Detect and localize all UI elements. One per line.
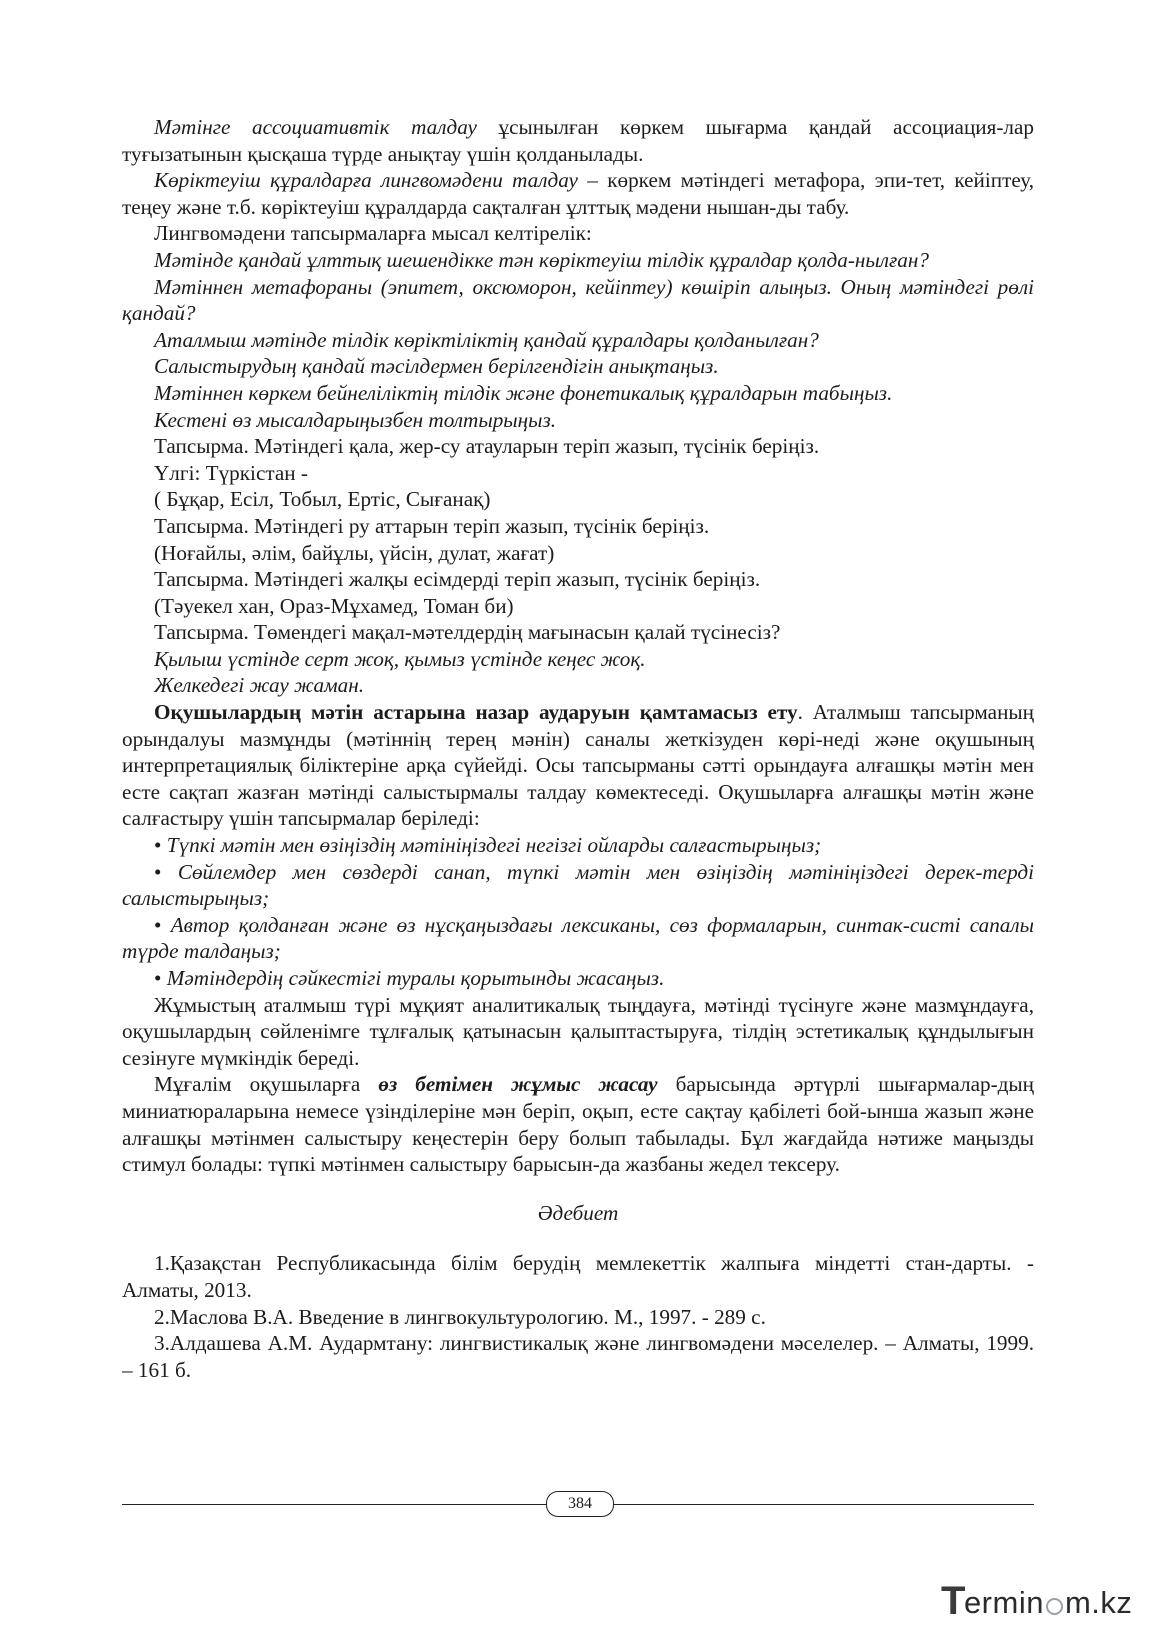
watermark-t: T xyxy=(941,1578,966,1623)
text-run: Жұмыстың аталмыш түрі мұқият аналитикалық тыңдауға, мәтінді түсінуге және мазмұндауға, оқушылардың сөйленімге тұлғалық қатынасын қалыптастыруға, тілдің эстетикалық құндылығын сезінуге мүмкіндік береді. xyxy=(122,992,1034,1070)
text-run: Салыстырудың қандай тәсілдермен берілгендігін анықтаңыз. xyxy=(154,354,719,379)
termincom-watermark-logo xyxy=(941,1578,1133,1624)
body-paragraph xyxy=(122,646,1034,673)
body-paragraph xyxy=(122,380,1034,407)
text-run: Кестені өз мысалдарыңызбен толтырыңыз. xyxy=(154,407,557,432)
body-paragraph xyxy=(122,220,1034,247)
text-run: барысында әртүрлі шығармалар-дың миниатюраларына немесе үзінділеріне мән беріп, оқып, есте сақтау қабілеті бой-ынша жазып және алғашқы мәтінмен салыстыру кеңестерін беру болып табылады. Бұл жағдайда нәтиже маңызды стимул болады: түпкі мәтінмен салыстыру барысын-да жазбаны жедел тексеру. xyxy=(122,1072,1034,1177)
body-paragraph xyxy=(122,274,1034,327)
text-run: • xyxy=(154,966,167,990)
page-number: 384 xyxy=(546,1491,614,1517)
text-run: Мәтінде қандай ұлттық шешендікке тән көріктеуіш тілдік құралдар қолда-нылған? xyxy=(154,247,929,272)
text-run: Түпкі мәтін мен өзіңіздің мәтініңіздегі негізгі ойларды салғастырыңыз; xyxy=(166,833,822,858)
body-paragraph xyxy=(122,672,1034,699)
text-run: ұсынылған көркем шығарма қандай ассоциация-лар туғызатынын қысқаша түрде анықтау үшін қолданылады. xyxy=(122,115,1034,166)
body-paragraph xyxy=(122,912,1034,965)
text-run: Тапсырма. Мәтіндегі қала, жер-су атауларын теріп жазып, түсінік беріңіз. xyxy=(154,434,820,459)
text-run: Лингвомәдени тапсырмаларға мысал келтірелік: xyxy=(154,221,592,246)
body-paragraph xyxy=(122,540,1034,567)
text-run: Тапсырма. Төмендегі мақал-мәтелдердің мағынасын қалай түсінесіз? xyxy=(154,620,781,645)
body-paragraph xyxy=(122,992,1034,1072)
text-run: (Ноғайлы, әлім, байұлы, үйсін, дулат, жағат) xyxy=(154,540,555,565)
watermark-circle-icon xyxy=(1046,1598,1063,1615)
reference-item: 3.Алдашева А.М. Аудармтану: лингвистикалық және лингвомәдени мәселелер. – Алматы, 1999. – 161 б. xyxy=(122,1331,1034,1382)
text-run: – көркем мәтіндегі метафора, эпи-тет, кейіптеу, теңеу және т.б. көріктеуіш құралдарда сақталған ұлттық мәдени нышан-ды табу. xyxy=(122,168,1035,219)
watermark-text-left: ermin xyxy=(963,1585,1044,1620)
text-run: Көріктеуіш құралдарға лингвомәдени талдау xyxy=(154,168,578,193)
reference-item: 1.Қазақстан Республикасында білім берудің мемлекеттік жалпыға міндетті стан-дарты. - Алматы, 2013. xyxy=(122,1251,1034,1302)
text-run: Мәтіндердің сәйкестігі туралы қорытынды жасаңыз. xyxy=(166,966,665,990)
text-run: Оқушылардың мәтін астарына назар аударуын қамтамасыз ету xyxy=(154,700,798,725)
body-paragraph xyxy=(122,353,1034,380)
text-run: Мәтіннен метафораны (эпитет, оксюморон, кейіптеу) көшіріп алыңыз. Оның мәтіндегі рөлі қандай? xyxy=(122,274,1034,326)
text-run: Аталмыш мәтінде тілдік көріктіліктің қандай құралдары қолданылған? xyxy=(154,327,819,352)
body-paragraph xyxy=(122,859,1034,912)
text-run: өз бетімен жұмыс жасау xyxy=(378,1072,658,1097)
text-run: Автор қолданған және өз нұсқаңыздағы лексиканы, сөз формаларын, синтак-систі сапалы түрде талдаңыз; xyxy=(122,912,1034,964)
text-run: • xyxy=(154,833,167,858)
text-run: . Аталмыш тапсырманың орындалуы мазмұнды (мәтіннің терең мәнін) саналы жеткізуден көрі-неді және оқушының интерпретациялық біліктеріне арқа сүйейді. Осы тапсырманы сәтті орындауға алғашқы мәтін мен есте сақтап жазған мәтінді салыстырмалы талдау көмектеседі. Оқушыларға алғашқы мәтін және салғастыру үшін тапсырмалар беріледі: xyxy=(122,700,1034,831)
text-run: Қылыш үстінде серт жоқ, қымыз үстінде кеңес жоқ. xyxy=(154,646,646,671)
references-list xyxy=(122,1250,1034,1383)
text-run: Мәтіннен көркем бейнеліліктің тілдік және фонетикалық құралдарын табыңыз. xyxy=(154,380,893,405)
text-run: Мұғалім оқушыларға xyxy=(154,1072,379,1097)
body-paragraph xyxy=(122,327,1034,354)
body-paragraph xyxy=(122,460,1034,487)
body-paragraph xyxy=(122,407,1034,434)
text-run: Сөйлемдер мен сөздерді санап, түпкі мәтін мен өзіңіздің мәтініңіздегі дерек-терді салыстырыңыз; xyxy=(122,859,1034,911)
body-paragraph xyxy=(122,433,1034,460)
text-run: (Тәуекел хан, Ораз-Мұхамед, Томан би) xyxy=(154,593,514,618)
body-paragraph xyxy=(122,965,1034,992)
body-paragraph xyxy=(122,593,1034,620)
body-paragraph xyxy=(122,566,1034,593)
text-run: ( Бұқар, Есіл, Тобыл, Ертіс, Сығанақ) xyxy=(154,487,491,512)
body-paragraph xyxy=(122,513,1034,540)
text-run: Тапсырма. Мәтіндегі ру аттарын теріп жазып, түсінік беріңіз. xyxy=(154,513,710,538)
text-run: Желкедегі жау жаман. xyxy=(154,673,365,698)
body-paragraph xyxy=(122,832,1034,859)
references-heading: Әдебиет xyxy=(537,1200,619,1225)
body-paragraph xyxy=(122,619,1034,646)
text-run: Тапсырма. Мәтіндегі жалқы есімдерді теріп жазып, түсінік беріңіз. xyxy=(154,567,761,592)
body-paragraph xyxy=(122,1071,1034,1177)
watermark-text-right: m.kz xyxy=(1064,1585,1133,1620)
body-paragraph xyxy=(122,114,1034,167)
text-run: • xyxy=(154,912,171,937)
text-run: Мәтінге ассоциативтік талдау xyxy=(154,115,477,139)
text-run: • xyxy=(154,859,178,884)
body-paragraphs xyxy=(122,114,1034,1178)
text-run: Үлгі: Түркістан - xyxy=(154,460,308,485)
body-paragraph xyxy=(122,167,1034,220)
page-footer xyxy=(122,1490,1034,1520)
body-paragraph xyxy=(122,247,1034,274)
body-paragraph xyxy=(122,699,1034,832)
page-body xyxy=(122,114,1034,1383)
body-paragraph xyxy=(122,486,1034,513)
reference-item: 2.Маслова В.А. Введение в лингвокультурологию. М., 1997. - 289 с. xyxy=(154,1304,766,1329)
